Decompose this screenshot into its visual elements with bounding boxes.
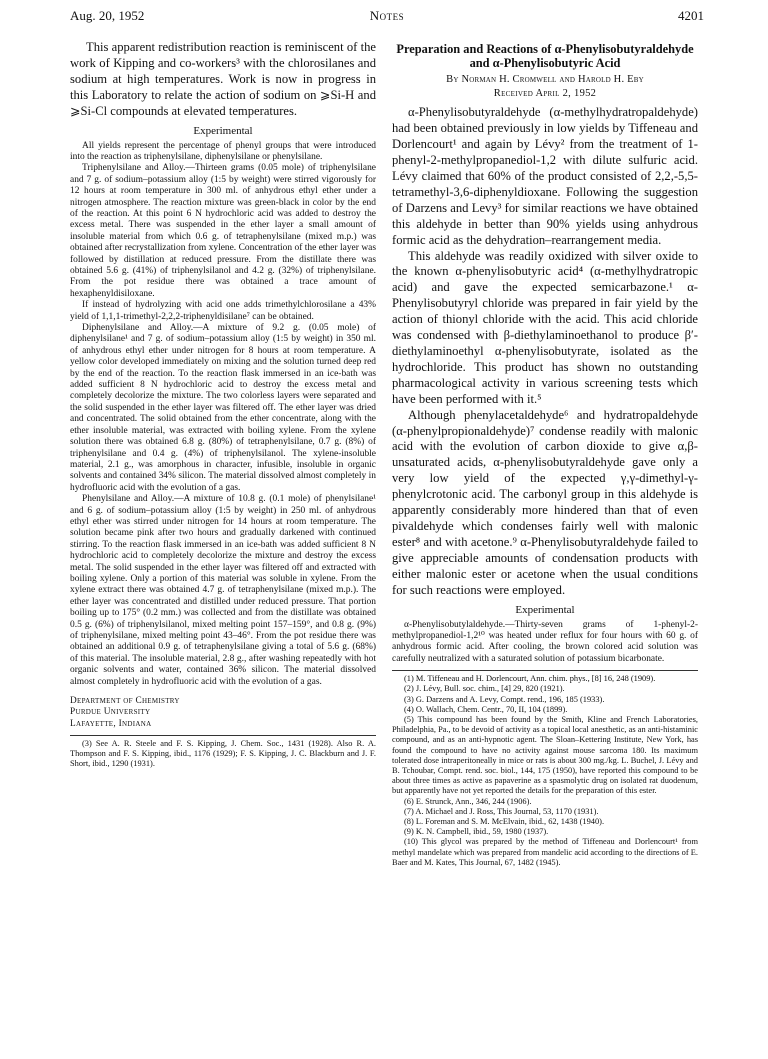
body-paragraph: α-Phenylisobutyraldehyde (α-methylhydratropaldehyde) had been obtained previously in low yields by Tiffeneau and Dorlencourt¹ and again by Lévy² from the treatment of 1-phenyl-2-methylpropanediol-1,2 with dilute sulfuric acid. Lévy claimed that 60% of the product consisted of 2,2,-5,5-tetramethyl-3,6-diphenyldioxane. Following the suggestion of Darzens and Levy³ for similar reactions we have obtained this aldehyde in better than 90% yields using anhydrous formic acid as the dehydration–rearrangement media. — [392, 105, 698, 247]
footnote-divider — [392, 670, 698, 671]
body-paragraph: This aldehyde was readily oxidized with silver oxide to the known α-phenylisobutyric acid⁴ (α-methylhydratropic acid) and gave the expected semicarbazone.¹ α-Phenylisobutyryl chloride was prepared in fair yield by the action of thionyl chloride with the acid. This acid chloride was condensed with β-diethylaminoethanol to produce β′-diethylaminoethyl α-phenylisobutyrate, isolated as the hydrochloride. This product has shown no outstanding pharmacological activity in various screening tests which have been performed with it.⁵ — [392, 248, 698, 406]
body-paragraph: Although phenylacetaldehyde⁶ and hydratropaldehyde (α-phenylpropionaldehyde)⁷ condense readily with malonic acid with the evolution of carbon dioxide to give α,β-unsaturated acids, α-phenylisobutyraldehyde gave only a very low yield of the expected γ,γ-dimethyl-γ-phenylcrotonic acid. The carbonyl group in this aldehyde is apparently considerably more hindered than that of even pivaldehyde which condenses fairly well with malonic ester⁸ and with acetone.⁹ α-Phenylisobutyraldehyde failed to give appreciable amounts of condensation products with either malonic ester or acetone when the usual conditions for such reactions were employed. — [392, 407, 698, 597]
experimental-paragraph: Triphenylsilane and Alloy.—Thirteen grams (0.05 mole) of triphenylsilane and 7 g. of sodium–potassium alloy (1:5 by weight) were stirred vigorously for 12 hours at room temperature in 300 ml. of anhydrous ethyl ether under a nitrogen atmosphere. The reaction mixture was green-black in color by the end of the reaction. At this point 6 N hydrochloric acid was added to destroy the excess metal. There was suspended in the ether layer a small amount of insoluble material from which 0.6 g. of tetraphenylsilane (mixed m.p.) was obtained after recrystallization from xylene. Concentration of the ether layer was followed by distillation at reduced pressure. From the distillate there was obtained 5.6 g. (41%) of triphenylsilanol and 4.2 g. (32%) of triphenylsilane. From the pot residue there was obtained a trace amount of hexaphenyldisiloxane. — [70, 163, 376, 299]
affiliation-block — [70, 696, 376, 730]
footnote: (9) K. N. Campbell, ibid., 59, 1980 (1937). — [404, 827, 549, 837]
footnote: (2) J. Lévy, Bull. soc. chim., [4] 29, 820 (1921). — [404, 684, 565, 694]
header-section: Notes — [369, 8, 405, 23]
footnote: (1) M. Tiffeneau and H. Dorlencourt, Ann. chim. phys., [8] 16, 248 (1909). — [404, 674, 656, 684]
article-title: Preparation and Reactions of α-Phenylisobutyraldehyde and α-Phenylisobutyric Acid — [396, 42, 694, 71]
footnote: (7) A. Michael and J. Ross, This Journal, 53, 1170 (1931). — [404, 806, 599, 816]
running-header — [70, 8, 704, 26]
affiliation-line: Purdue University — [70, 707, 151, 718]
footnote: (5) This compound has been found by the Smith, Kline and French Laboratories, Philadelphia, Pa., to be devoid of activity as a topical local anesthetic, as an anti-histaminic compound, and as an anti-hypnotic agent. The Sloan–Kettering Institute, New York, has found the compound to have no activity against mouse sarcoma 180. Its maximum tolerated dose intraperitoneally in mice or rats is about 300 mg./kg. L. Buchel, J. Lévy and B. Tchoubar, Compt. rend. soc. biol., 144, 175 (1950), have reported this compound to be about three times as active as papaverine as a spasmolytic drug on isolated rat duodenum, but apparently have not yet reported the details for the preparation of this ester. — [392, 714, 698, 796]
experimental-paragraph: All yields represent the percentage of phenyl groups that were introduced into the reaction as triphenylsilane, diphenylsilane or phenylsilane. — [70, 140, 376, 162]
experimental-paragraph: If instead of hydrolyzing with acid one adds trimethylchlorosilane a 43% yield of 1,1,1-trimethyl-2,2,2-triphenyldisilane⁷ can be obtained. — [70, 300, 376, 322]
affiliation-line: Lafayette, Indiana — [70, 718, 152, 729]
author-byline: By Norman H. Cromwell and Harold H. Eby — [446, 74, 644, 86]
footnote: (6) E. Strunck, Ann., 346, 244 (1906). — [404, 796, 532, 806]
experimental-paragraph: Phenylsilane and Alloy.—A mixture of 10.8 g. (0.1 mole) of phenylsilane¹ and 6 g. of sodium–potassium alloy (1:5 by weight) in 250 ml. of anhydrous ethyl ether was stirred under nitrogen for 14 hours at room temperature. The solution became pink after two hours and gradually darkened with continued stirring. To the reaction flask immersed in an ice-bath was added sufficient 8 N hydrochloric acid to completely decolorize the mixture and destroy the excess metal. The solid suspended in the ether layer was filtered off and extracted with boiling xylene. Only a portion of this material was soluble in xylene. From the xylene extract there was obtained 4.7 g. of tetraphenylsilane (mixed m.p.). The ether layer was concentrated and distilled under reduced pressure. That portion boiling up to 175° (0.2 mm.) was collected and from the distillate was obtained 0.5 g. (6%) of triphenylsilanol, mixed melting point 157–159°, and 0.8 g. (9%) of triphenylsilane, mixed melting point 43–46°. From the pot residue there was obtained an additional 0.9 g. of tetraphenylsilane giving a total of 5.6 g. (68%) of this material. The insoluble material, 2.8 g., after washing repeatedly with hot organic solvents and water, contained 36% silicon. The material dissolved almost completely in hydrofluoric acid with the evolution of a gas. — [70, 494, 376, 687]
left-column — [70, 40, 376, 770]
lead-paragraph: This apparent redistribution reaction is reminiscent of the work of Kipping and co-workers³ with the chlorosilanes and sodium at high temperatures. Work is now in progress in this Laboratory to relate the action of sodium on ⩾Si-H and ⩾Si-Cl compounds at elevated temperatures. — [70, 40, 376, 118]
experimental-paragraph: Diphenylsilane and Alloy.—A mixture of 9.2 g. (0.05 mole) of diphenylsilane¹ and 7 g. of sodium–potassium alloy (1:5 by weight) in 350 ml. of anhydrous ethyl ether under nitrogen for 8 hours at room temperature. A yellow color developed immediately on mixing and the solution turned deep red by the end of the reaction. To the reaction flask immersed in an ice-bath was added sufficient 8 N hydrochloric acid to destroy the excess metal and completely decolorize the mixture. The two colorless layers were separated and the solid suspended in the ether layer was filtered off. The ether layer was dried and concentrated. The solid obtained from the ether concentrate, along with the ether insoluble material, was extracted with boiling xylene. From the xylene solution there was obtained 6.8 g. (80%) of tetraphenylsilane, 0.7 g. (8%) of triphenylsilane and 0.4 g. (4%) of triphenylsilanol. The xylene-insoluble material, 2.1 g., was amorphous in character, infusible, insoluble in organic solvents and contained 34% silicon. The material dissolved almost completely in hydrofluoric acid with the evolution of a gas. — [70, 323, 376, 493]
affiliation-line: Department of Chemistry — [70, 696, 180, 707]
experimental-paragraph: α-Phenylisobutylaldehyde.—Thirty-seven grams of 1-phenyl-2-methylpropanediol-1,2¹⁰ was heated under reflux for four hours with 60 g. of anhydrous formic acid. After cooling, the brown colored acid solution was carefully neutralized with a saturated solution of potassium bicarbonate. — [392, 619, 698, 664]
header-page-number: 4201 — [678, 8, 704, 23]
footnote: (10) This glycol was prepared by the method of Tiffeneau and Dorlencourt¹ from methyl mandelate which was prepared from mandelic acid according to the directions of E. Baer and M. Kates, This Journal, 67, 1482 (1945). — [392, 837, 698, 867]
experimental-heading-right: Experimental — [515, 603, 575, 616]
footnote: (3) G. Darzens and A. Levy, Compt. rend., 196, 185 (1933). — [404, 694, 605, 704]
footnote: (4) O. Wallach, Chem. Centr., 70, II, 104 (1899). — [404, 704, 568, 714]
footnote: (8) L. Foreman and S. M. McElvain, ibid., 62, 1438 (1940). — [404, 816, 605, 826]
footnote-divider — [70, 735, 376, 736]
header-date: Aug. 20, 1952 — [70, 8, 145, 23]
footnote: (3) See A. R. Steele and F. S. Kipping, J. Chem. Soc., 1431 (1928). Also R. A. Thompson and F. S. Kipping, ibid., 1176 (1929); F. S. Kipping, J. C. Blackburn and J. F. Short, ibid., 1290 (1931). — [70, 738, 376, 769]
received-date: Received April 2, 1952 — [493, 88, 597, 100]
experimental-heading-left: Experimental — [193, 124, 253, 137]
right-column — [392, 40, 698, 868]
